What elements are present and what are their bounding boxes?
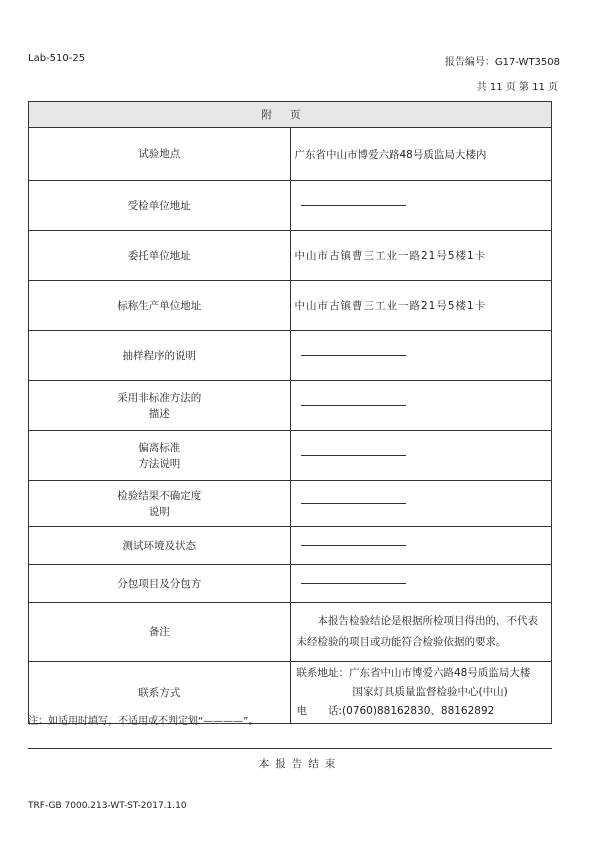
end-divider (28, 748, 552, 749)
row-label (29, 481, 291, 527)
table-row (29, 128, 552, 181)
row-label-line: 采用非标准方法的 (117, 391, 202, 404)
table-row (29, 181, 552, 231)
row-label: 联系方式 (29, 662, 291, 724)
row-value (290, 431, 552, 481)
row-label-line: 方法说明 (138, 457, 181, 470)
table-row (29, 231, 552, 281)
contact-phone: 电 话:(0760)88162830、88162892 (296, 705, 495, 717)
blank-dash (301, 205, 406, 206)
row-label: 试验地点 (29, 128, 291, 181)
row-value (290, 381, 552, 431)
lab-code: Lab-510-25 (28, 53, 86, 64)
table-row (29, 331, 552, 381)
row-label-line: 偏离标准 (138, 441, 181, 454)
contact-info (290, 662, 552, 724)
row-value: 中山市古镇曹三工业一路21号5楼1卡 (290, 231, 552, 281)
table-row (29, 527, 552, 565)
remarks-text: 本报告检验结论是根据所检项目得出的，不代表未经检验的项目或功能符合检验依据的要求。 (290, 603, 552, 662)
row-value (290, 481, 552, 527)
table-row (29, 431, 552, 481)
blank-dash (301, 503, 406, 504)
contact-org: 国家灯具质量监督检验中心(中山) (352, 686, 508, 698)
table-row (29, 281, 552, 331)
table-row (29, 565, 552, 603)
row-label: 测试环境及状态 (29, 527, 291, 565)
row-label-line: 描述 (148, 407, 170, 420)
table-row (29, 381, 552, 431)
row-label (29, 381, 291, 431)
row-value (290, 565, 552, 603)
row-label: 备注 (29, 603, 291, 662)
row-label: 标称生产单位地址 (29, 281, 291, 331)
table-row (29, 603, 552, 662)
blank-dash (301, 545, 406, 546)
blank-dash (301, 455, 406, 456)
table-row (29, 481, 552, 527)
blank-dash (301, 405, 406, 406)
row-value (290, 181, 552, 231)
appendix-table (28, 101, 552, 724)
form-code: TRF-GB 7000.213-WT-ST-2017.1.10 (28, 801, 187, 811)
row-label-line: 检验结果不确定度 (117, 489, 202, 502)
row-label: 受检单位地址 (29, 181, 291, 231)
contact-address: 联系地址：广东省中山市博爱六路48号质监局大楼 (296, 667, 531, 679)
page-count: 共 11 页 第 11 页 (476, 82, 558, 93)
report-number: 报告编号：G17-WT3508 (444, 57, 560, 68)
row-value: 中山市古镇曹三工业一路21号5楼1卡 (290, 281, 552, 331)
end-of-report: 本报告结束 (258, 758, 342, 770)
row-label: 委托单位地址 (29, 231, 291, 281)
row-label-line: 说明 (148, 505, 170, 518)
row-label: 抽样程序的说明 (29, 331, 291, 381)
row-value: 广东省中山市博爱六路48号质监局大楼内 (290, 128, 552, 181)
table-title: 附页 (29, 102, 552, 128)
row-label (29, 431, 291, 481)
row-value (290, 331, 552, 381)
row-value (290, 527, 552, 565)
blank-dash (301, 583, 406, 584)
blank-dash (301, 355, 406, 356)
footnote: 注：如适用时填写，不适用或不判定划“————”。 (28, 716, 259, 727)
row-label: 分包项目及分包方 (29, 565, 291, 603)
